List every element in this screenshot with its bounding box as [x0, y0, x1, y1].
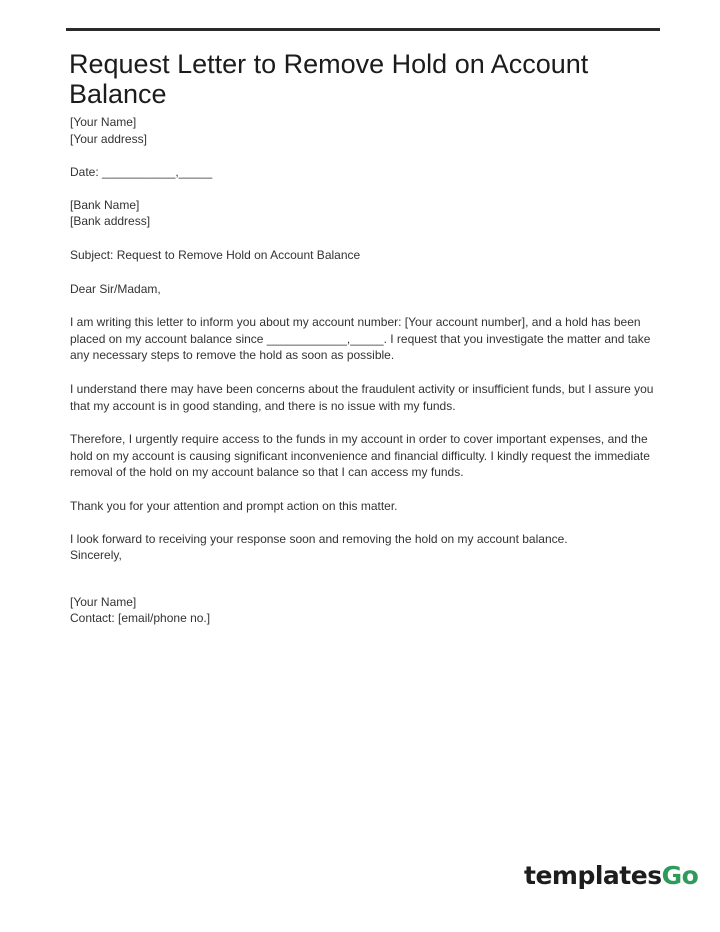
templatesgo-logo	[524, 862, 698, 890]
signature-contact: Contact: [email/phone no.]	[70, 611, 211, 626]
logo-text-main: templates	[524, 861, 662, 890]
letter-title: Request Letter to Remove Hold on Account Balance	[69, 49, 589, 109]
closing-text: I look forward to receiving your response soon and removing the hold on my account balance.	[70, 531, 568, 546]
paragraph-good-standing: I understand there may have been concerns about the fraudulent activity or insufficient funds, but I assure you that my account is in good standing, and there is no issue with my funds.	[70, 381, 654, 413]
top-divider	[66, 28, 660, 31]
sender-name: [Your Name]	[70, 115, 137, 129]
salutation: Dear Sir/Madam,	[70, 281, 161, 296]
date-line: Date: ___________,_____	[70, 165, 213, 180]
signature-block	[70, 594, 660, 627]
signature-name: [Your Name]	[70, 594, 137, 609]
paragraph-urgent-request: Therefore, I urgently require access to the funds in my account in order to cover important expenses, and the hold on my account is causing significant inconvenience and financial difficulty. I kindly request the immediate removal of the hold on my account balance so that I can access my funds.	[70, 432, 650, 480]
logo-text-accent: Go	[661, 861, 699, 890]
recipient-address: [Bank address]	[70, 214, 151, 229]
sign-off: Sincerely,	[70, 548, 122, 563]
letter-body	[70, 114, 660, 627]
recipient-block	[70, 197, 660, 230]
sender-block	[70, 114, 660, 147]
recipient-name: [Bank Name]	[70, 197, 140, 212]
paragraph-thanks: Thank you for your attention and prompt action on this matter.	[70, 498, 398, 513]
closing-block	[70, 531, 660, 564]
paragraph-account-hold: I am writing this letter to inform you about my account number: [Your account number], and a hold has been placed on my account balance since ____________,_____. I request that you investigate the matter and take any necessary steps to remove the hold as soon as possible.	[70, 315, 651, 363]
sender-address: [Your address]	[70, 131, 147, 146]
subject-line: Subject: Request to Remove Hold on Account Balance	[70, 247, 361, 262]
